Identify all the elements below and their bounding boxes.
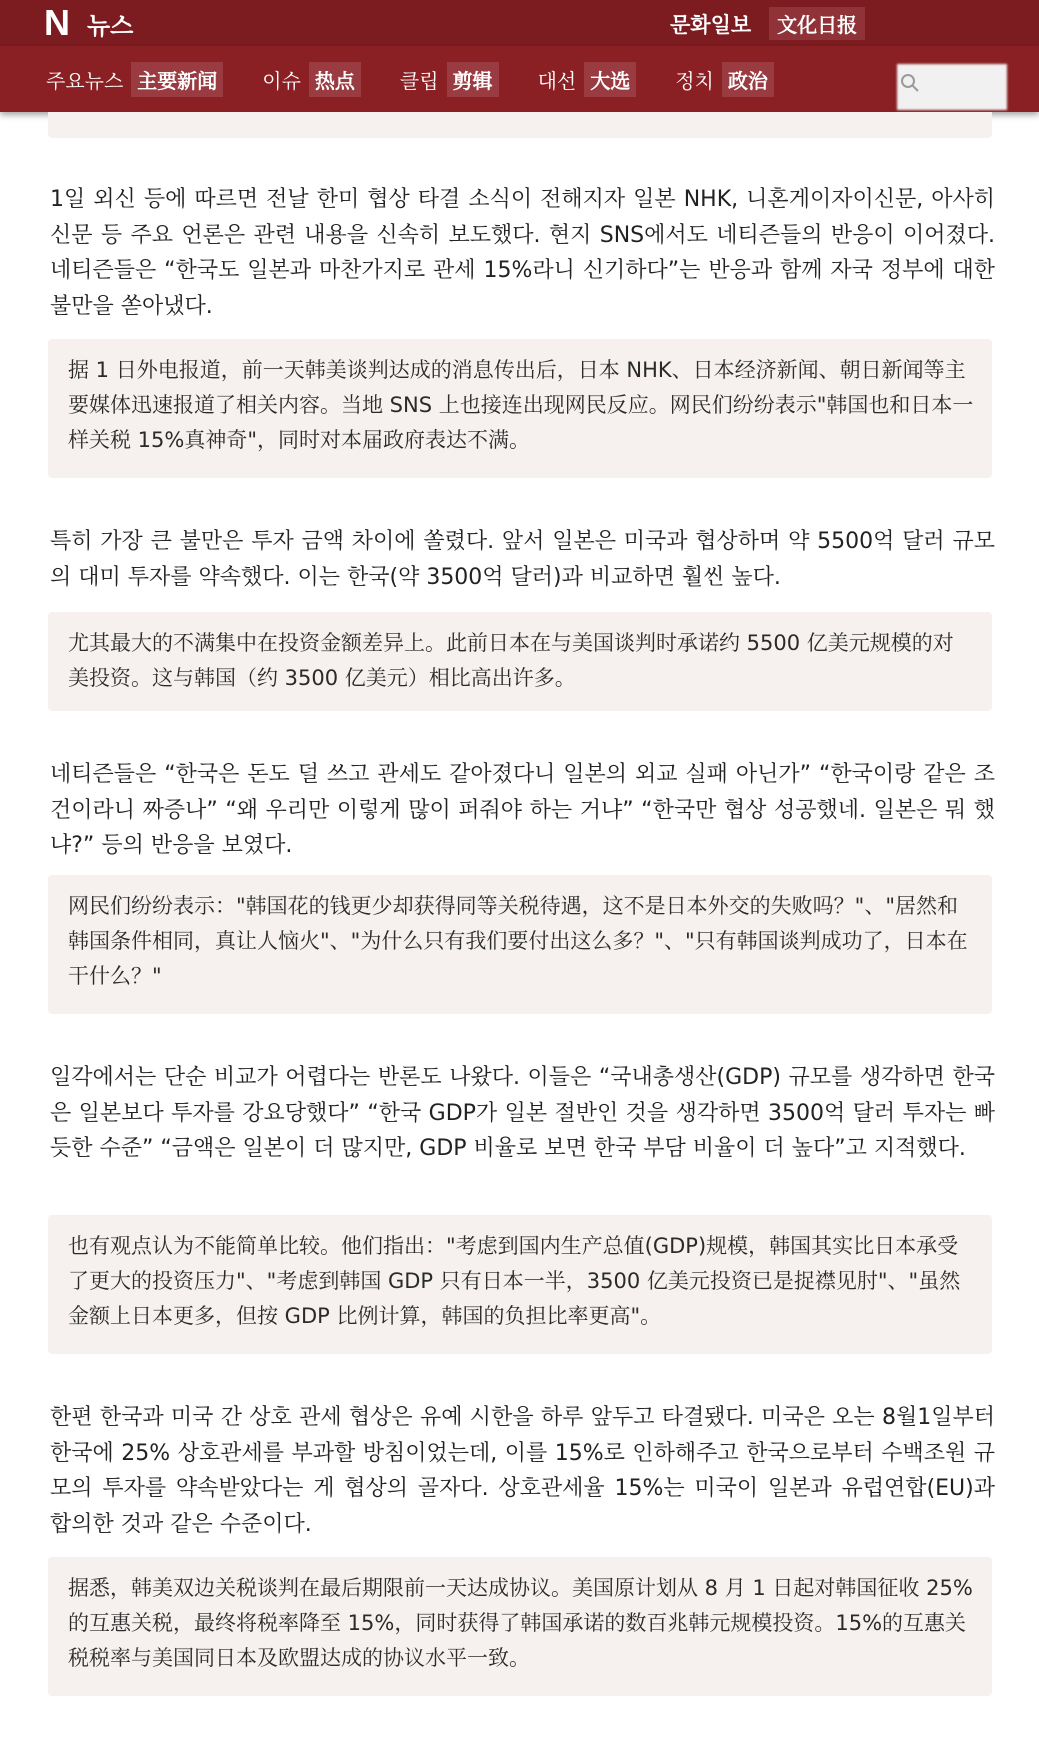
press-name[interactable]: [670, 7, 865, 40]
section-nav: [0, 46, 1039, 112]
translation-box-cn: 也有观点认为不能简单比较。他们指出："考虑到国内生产总值(GDP)规模，韩国其实比日本承受了更大的投资压力"、"考虑到韩国 GDP 只有日本一半，3500 亿美元投资已是捉襟见肘"、"虽然金额上日本更多，但按 GDP 比例计算，韩国的负担比率更高"。: [48, 1215, 992, 1354]
article-paragraph-ko: 한편 한국과 미국 간 상호 관세 협상은 유예 시한을 하루 앞두고 타결됐다. 미국은 오는 8월1일부터 한국에 25% 상호관세를 부과할 방침이었는데, 이를 15%로 인하해주고 한국으로부터 수백조원 규모의 투자를 약속받았다는 게 협상의 골자다. 상호관세율 15%는 미국이 일본과 유럽연합(EU)과 합의한 것과 같은 수준이다.: [50, 1405, 995, 1537]
nav-item-label: 주요뉴스: [46, 68, 124, 93]
article-paragraph-ko: 네티즌들은 “한국은 돈도 덜 쓰고 관세도 같아졌다니 일본의 외교 실패 아닌가” “한국이랑 같은 조건이라니 짜증나” “왜 우리만 이렇게 많이 퍼줘야 하는 거냐” “한국만 협상 성공했네. 일본은 뭐 했냐?” 등의 반응을 보였다.: [50, 762, 995, 858]
nav-item-cn-annotation: 剪辑: [447, 62, 499, 97]
nav-item-label: 대선: [537, 68, 577, 93]
nav-item-politics[interactable]: [675, 62, 774, 97]
nav-item-issue[interactable]: [262, 62, 361, 97]
translation-box-cn: 网民们纷纷表示："韩国花的钱更少却获得同等关税待遇，这不是日本外交的失败吗？"、"居然和韩国条件相同，真让人恼火"、"为什么只有我们要付出这么多？"、"只有韩国谈判成功了，日本在干什么？": [48, 875, 992, 1014]
nav-item-clip[interactable]: [400, 62, 499, 97]
nav-item-label: 클립: [399, 68, 439, 93]
nav-item-election[interactable]: [538, 62, 637, 97]
naver-n-icon: N: [44, 2, 69, 43]
article-paragraph-ko: 일각에서는 단순 비교가 어렵다는 반론도 나왔다. 이들은 “국내총생산(GDP) 규모를 생각하면 한국은 일본보다 투자를 강요당했다” “한국 GDP가 일본 절반인 것을 생각하면 3500억 달러 투자는 빠듯한 수준” “금액은 일본이 더 많지만, GDP 비율로 보면 한국 부담 비율이 더 높다”고 지적했다.: [50, 1065, 995, 1161]
naver-news-logo[interactable]: [44, 2, 133, 44]
nav-item-main-news[interactable]: [46, 62, 223, 97]
top-header: [0, 0, 1039, 46]
article-paragraph-ko: 1일 외신 등에 따르면 전날 한미 협상 타결 소식이 전해지자 일본 NHK, 니혼게이자이신문, 아사히신문 등 주요 언론은 관련 내용을 신속히 보도했다. 현지 SNS에서도 네티즌들의 반응이 이어졌다. 네티즌들은 “한국도 일본과 마찬가지로 관세 15%라니 신기하다”는 반응과 함께 자국 정부에 대한 불만을 쏟아냈다.: [50, 187, 995, 319]
nav-item-label: 이슈: [262, 68, 301, 93]
nav-item-label: 정치: [675, 68, 714, 93]
translation-box-cn: 据悉，韩美双边关税谈判在最后期限前一天达成协议。美国原计划从 8 月 1 日起对韩国征收 25%的互惠关税，最终将税率降至 15%，同时获得了韩国承诺的数百兆韩元规模投资。15%的互惠关税税率与美国同日本及欧盟达成的协议水平一致。: [48, 1557, 992, 1696]
nav-item-cn-annotation: 主要新闻: [131, 62, 223, 97]
translation-box-cn: 尤其最大的不满集中在投资金额差异上。此前日本在与美国谈判时承诺约 5500 亿美元规模的对美投资。这与韩国（约 3500 亿美元）相比高出许多。: [48, 612, 992, 711]
translation-box-cn: 据 1 日外电报道，前一天韩美谈判达成的消息传出后，日本 NHK、日本经济新闻、朝日新闻等主要媒体迅速报道了相关内容。当地 SNS 上也接连出现网民反应。网民们纷纷表示"韩国也和日本一样关税 15%真神奇"，同时对本届政府表达不满。: [48, 339, 992, 478]
press-name-ko: 문화일보: [670, 12, 752, 37]
nav-item-cn-annotation: 政治: [722, 62, 774, 97]
search-icon[interactable]: [899, 72, 925, 98]
article-paragraph-ko: 특히 가장 큰 불만은 투자 금액 차이에 쏠렸다. 앞서 일본은 미국과 협상하며 약 5500억 달러 규모의 대미 투자를 약속했다. 이는 한국(약 3500억 달러)과 비교하면 훨씬 높다.: [50, 529, 995, 590]
news-label: 뉴스: [87, 11, 134, 40]
nav-item-cn-annotation: 大选: [584, 62, 636, 97]
nav-item-cn-annotation: 热点: [309, 62, 361, 97]
press-name-cn-annotation: 文化日报: [769, 7, 865, 40]
previous-translation-box: [48, 112, 992, 138]
